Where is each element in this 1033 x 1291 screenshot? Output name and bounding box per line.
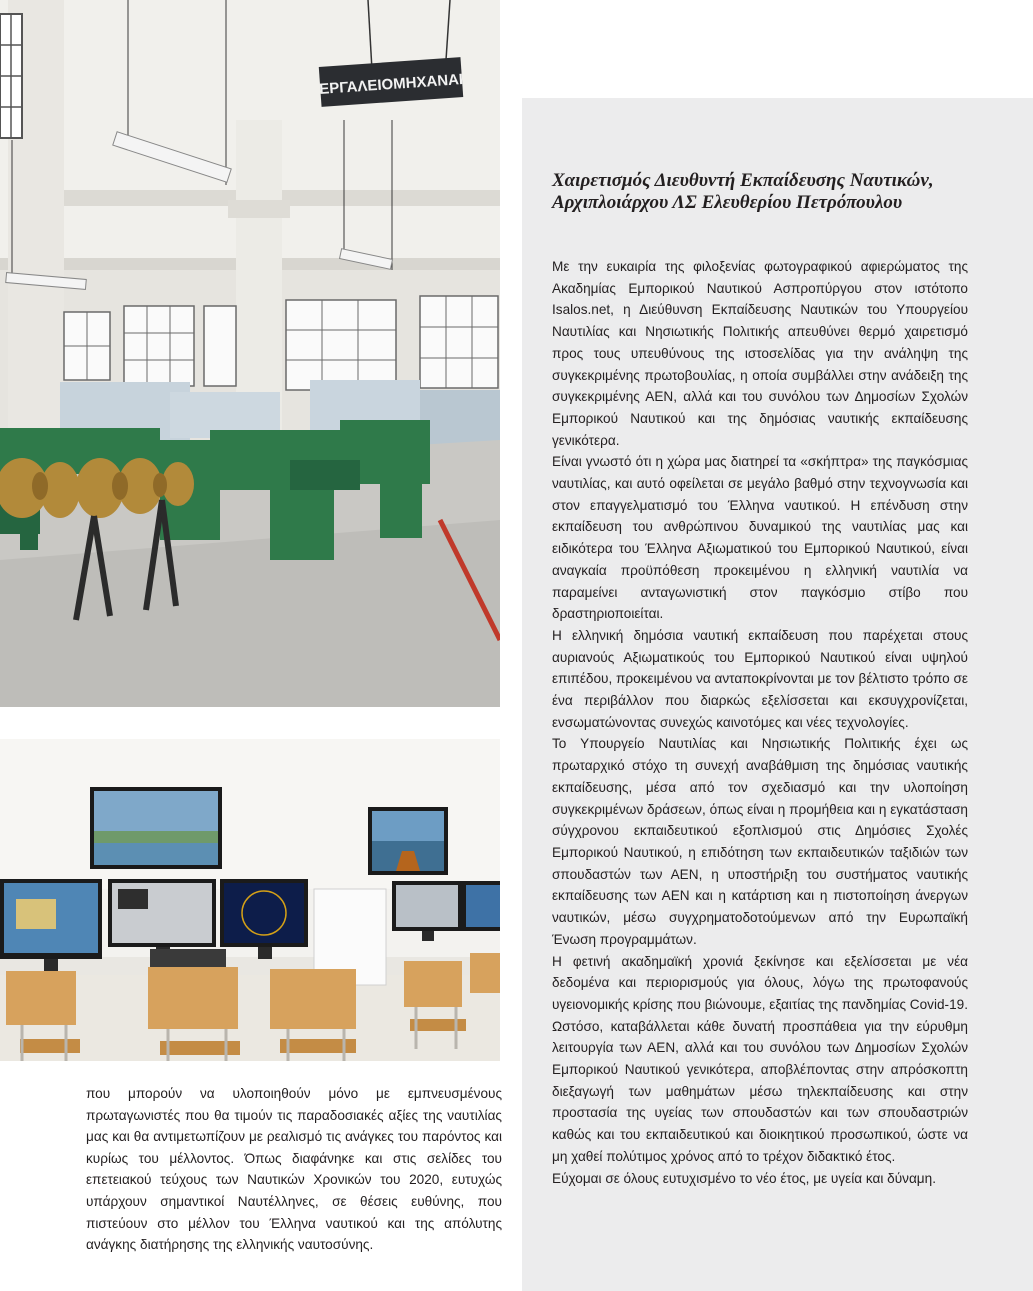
greeting-paragraph: Εύχομαι σε όλους ευτυχισμένο το νέο έτος, με υγεία και δύναμη.: [552, 1170, 936, 1186]
greeting-body: [552, 256, 968, 1189]
simulator-photo: [0, 739, 500, 1061]
greeting-sidebar: [522, 98, 1033, 1291]
workshop-sign-text: ΕΡΓΑΛΕΙΟΜΗΧΑΝΑΙ: [318, 70, 464, 98]
workshop-photo: [0, 0, 500, 707]
greeting-paragraph: Με την ευκαιρία της φιλοξενίας φωτογραφικού αφιερώματος της Ακαδημίας Εμπορικού Ναυτικού Ασπροπύργου στον ιστότοπο Isalos.net, η Διεύθυνση Εκπαίδευσης Ναυτικών του Υπουργείου Ναυτιλίας και Νησιωτικής Πολιτικής απευθύνει θερμό χαιρετισμό προς τους υπευθύνους της ιστοσελίδας για την ανάληψη της συγκεκριμένης πρωτοβουλίας, η οποία συμβάλλει στην ανάδειξη της συγκεκριμένης ΑΕΝ, αλλά και του συνόλου των Δημοσίων Σχολών Εμπορικού Ναυτικού και της δημόσιας ναυτικής εκπαίδευσης γενικότερα.: [552, 259, 968, 448]
greeting-title: Χαιρετισμός Διευθυντή Εκπαίδευσης Ναυτικών, Αρχιπλοιάρχου ΛΣ Ελευθερίου Πετρόπουλου: [552, 170, 934, 213]
workshop-illustration: [0, 0, 500, 707]
left-column-text: που μπορούν να υλοποιηθούν μόνο με εμπνευσμένους πρωταγωνιστές που θα τιμούν τις παραδοσιακές αξίες της ναυτιλίας μας και θα αντιμετωπίζουν με ρεαλισμό τις ανάγκες του παρόντος και κυρίως του μέλλοντος. Όπως διαφάνηκε και στις σελίδες του επετειακού τεύχους των Ναυτικών Χρονικών του 2020, ευτυχώς υπάρχουν σημαντικοί Ναυτέλληνες, σε θέσεις ευθύνης, που πιστεύουν στο μέλλον του Έλληνα ναυτικού και της απόλυτης ανάγκης διατήρησης της ελληνικής ναυτοσύνης.: [86, 1086, 502, 1253]
simulator-illustration: [0, 739, 500, 1061]
greeting-paragraph: Η ελληνική δημόσια ναυτική εκπαίδευση που παρέχεται στους αυριανούς Αξιωματικούς του Εμπορικού Ναυτικού είναι υψηλού επιπέδου, προκειμένου να ανταποκρίνονται με τον βέλτιστο τρόπο σε ένα περιβάλλον που διαρκώς εξελίσσεται και εκσυγχρονίζεται, ενσωματώνοντας συνεχώς καινοτόμες και νέες τεχνολογίες.: [552, 627, 968, 730]
greeting-paragraph: Η φετινή ακαδημαϊκή χρονιά ξεκίνησε και εξελίσσεται με νέα δεδομένα και περιορισμούς για όλους, λόγω της πρωτοφανούς υγειονομικής κρίσης που βιώνουμε, εξαιτίας της πανδημίας Covid-19. Ωστόσο, καταβάλλεται κάθε δυνατή προσπάθεια για την εύρυθμη λειτουργία των ΑΕΝ, αλλά και του συνόλου των Δημοσίων Σχολών Εμπορικού Ναυτικού γενικότερα, αποβλέποντας στην απρόσκοπτη διεξαγωγή των μαθημάτων μέσω τηλεκπαίδευσης και στην προστασία της υγείας των σπουδαστών και των σπουδαστριών καθώς και του εκπαιδευτικού και διοικητικού προσωπικού, ώστε να μη χαθεί πολύτιμος χρόνος από το τρέχον διδακτικό έτος.: [552, 953, 968, 1164]
greeting-paragraph: Το Υπουργείο Ναυτιλίας και Νησιωτικής Πολιτικής έχει ως πρωταρχικό στόχο τη συνεχή αναβάθμιση της δημόσιας ναυτικής εκπαίδευσης, μέσα από τον σχεδιασμό και την υλοποίηση συγκεκριμένων δράσεων, όπως είναι η προμήθεια και η εγκατάσταση σύγχρονου εκπαιδευτικού εξοπλισμού στις Δημόσιες Σχολές Εμπορικού Ναυτικού, η επιδότηση των εκπαιδευτικών ταξιδιών των σπουδαστών των ΑΕΝ, η υποστήριξη του συστήματος ναυτικής εκπαίδευσης των ΑΕΝ και η κατάρτιση και η πιστοποίηση άνεργων ναυτικών, μέσω συγχρηματοδοτούμενων από την Ευρωπαϊκή Ένωση προγραμμάτων.: [552, 736, 968, 947]
greeting-paragraph: Είναι γνωστό ότι η χώρα μας διατηρεί τα «σκήπτρα» της παγκόσμιας ναυτιλίας, και αυτό οφείλεται σε μεγάλο βαθμό στην τεχνογνωσία και στον επαγγελματισμό του Έλληνα ναυτικού. Η επένδυση στην εκπαίδευση του ανθρώπινου δυναμικού της ναυτιλίας μας και ειδικότερα του Έλληνα Αξιωματικού του Εμπορικού Ναυτικού, είναι αναγκαία προϋπόθεση προκειμένου η ελληνική ναυτιλία να παραμείνει ανταγωνιστική στον παγκόσμιο στίβο που δραστηριοποιείται.: [552, 454, 968, 622]
